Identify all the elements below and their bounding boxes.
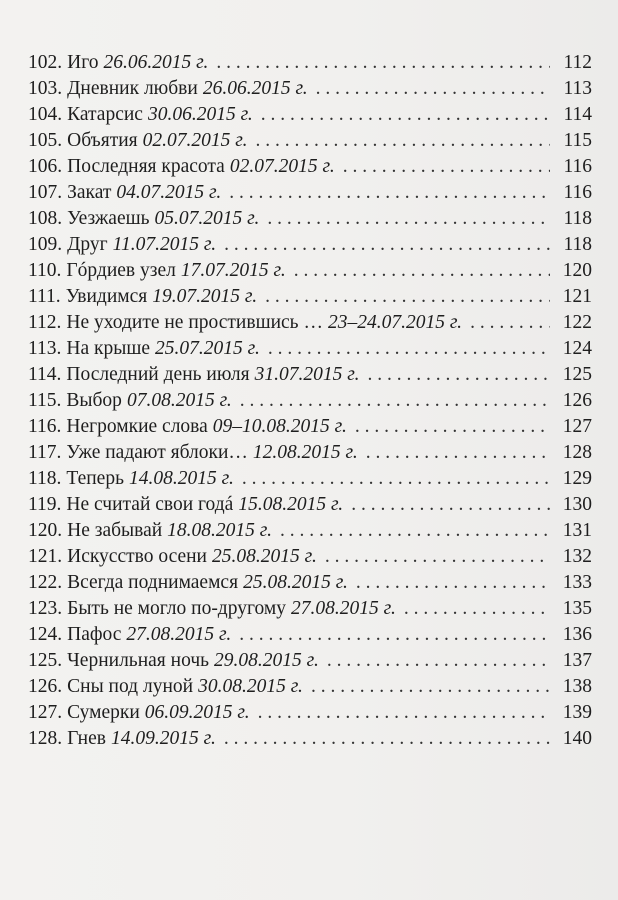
entry-number: 110.	[28, 260, 62, 281]
entry-title: Уже падают яблоки…	[66, 442, 248, 463]
toc-entry	[28, 102, 592, 128]
entry-page-number: 132	[562, 546, 592, 567]
entry-page-number: 118	[563, 234, 592, 255]
entry-number: 123.	[28, 598, 63, 619]
dot-leader	[239, 622, 550, 648]
entry-page-number: 135	[562, 598, 592, 619]
entry-number: 103.	[28, 78, 63, 99]
entry-number: 118.	[28, 468, 62, 489]
entry-title: Последняя красота	[67, 156, 225, 177]
entry-number: 112.	[28, 312, 62, 333]
entry-page-number: 116	[563, 182, 592, 203]
entry-title: Всегда поднимаемся	[67, 572, 239, 593]
toc-entry	[28, 76, 592, 102]
entry-date: 26.06.2015 г.	[103, 52, 209, 73]
toc-entry	[28, 726, 592, 752]
toc-entry	[28, 648, 592, 674]
entry-page-number: 133	[562, 572, 592, 593]
entry-number: 106.	[28, 156, 63, 177]
entry-title: Увидимся	[65, 286, 148, 307]
entry-page-number: 140	[562, 728, 592, 749]
toc-entry	[28, 440, 592, 466]
toc-entry	[28, 310, 592, 336]
entry-page-number: 129	[562, 468, 592, 489]
dot-leader	[311, 674, 550, 700]
toc-entry	[28, 154, 592, 180]
entry-number: 109.	[28, 234, 63, 255]
table-of-contents	[28, 50, 592, 752]
toc-entry	[28, 232, 592, 258]
entry-page-number: 139	[562, 702, 592, 723]
dot-leader	[325, 544, 550, 570]
toc-entry	[28, 388, 592, 414]
dot-leader	[242, 466, 550, 492]
entry-title: Закат	[67, 182, 112, 203]
entry-title: Объятия	[67, 130, 138, 151]
entry-date: 09–10.08.2015 г.	[212, 416, 347, 437]
entry-page-number: 118	[563, 208, 592, 229]
entry-date: 27.08.2015 г.	[290, 598, 396, 619]
entry-page-number: 131	[562, 520, 592, 541]
entry-title: Не забывай	[67, 520, 163, 541]
entry-title: Последний день июля	[66, 364, 250, 385]
entry-page-number: 114	[563, 104, 592, 125]
dot-leader	[351, 492, 550, 518]
dot-leader	[258, 700, 550, 726]
dot-leader	[224, 726, 550, 752]
entry-date: 04.07.2015 г.	[116, 182, 222, 203]
entry-page-number: 122	[562, 312, 592, 333]
entry-number: 114.	[28, 364, 62, 385]
toc-entry	[28, 700, 592, 726]
dot-leader	[343, 154, 550, 180]
entry-page-number: 127	[562, 416, 592, 437]
entry-title: Не уходите не простившись …	[66, 312, 323, 333]
dot-leader	[294, 258, 550, 284]
entry-number: 116.	[28, 416, 62, 437]
entry-page-number: 137	[562, 650, 592, 671]
entry-number: 126.	[28, 676, 63, 697]
entry-date: 26.06.2015 г.	[202, 78, 308, 99]
entry-date: 12.08.2015 г.	[252, 442, 358, 463]
entry-number: 104.	[28, 104, 63, 125]
entry-page-number: 113	[563, 78, 592, 99]
entry-page-number: 116	[563, 156, 592, 177]
entry-page-number: 130	[562, 494, 592, 515]
toc-entry	[28, 284, 592, 310]
entry-title: Негромкие слова	[66, 416, 208, 437]
entry-date: 25.08.2015 г.	[243, 572, 348, 593]
toc-entry	[28, 596, 592, 622]
dot-leader	[265, 284, 550, 310]
dot-leader	[261, 102, 550, 128]
entry-number: 115.	[28, 390, 62, 411]
entry-title: Уезжаешь	[67, 208, 150, 229]
dot-leader	[240, 388, 550, 414]
entry-page-number: 138	[562, 676, 592, 697]
dot-leader	[229, 180, 550, 206]
toc-entry	[28, 128, 592, 154]
toc-entry	[28, 414, 592, 440]
dot-leader	[366, 440, 550, 466]
entry-title: Сумерки	[67, 702, 140, 723]
entry-title: Гнев	[67, 728, 106, 749]
entry-title: Чернильная ночь	[67, 650, 210, 671]
entry-number: 121.	[28, 546, 63, 567]
toc-entry	[28, 492, 592, 518]
dot-leader	[404, 596, 550, 622]
entry-title: Друг	[67, 234, 108, 255]
entry-number: 111.	[28, 286, 61, 307]
toc-entry	[28, 518, 592, 544]
entry-number: 120.	[28, 520, 63, 541]
entry-page-number: 126	[562, 390, 592, 411]
entry-date: 17.07.2015 г.	[180, 260, 286, 281]
toc-entry	[28, 180, 592, 206]
entry-number: 125.	[28, 650, 63, 671]
entry-date: 18.08.2015 г.	[167, 520, 273, 541]
entry-date: 14.09.2015 г.	[110, 728, 216, 749]
dot-leader	[355, 414, 550, 440]
dot-leader	[216, 50, 550, 76]
entry-date: 31.07.2015 г.	[254, 364, 360, 385]
toc-entry	[28, 544, 592, 570]
entry-number: 108.	[28, 208, 63, 229]
entry-title: Катарсис	[67, 104, 143, 125]
entry-date: 25.07.2015 г.	[155, 338, 260, 359]
dot-leader	[267, 206, 550, 232]
dot-leader	[327, 648, 550, 674]
entry-date: 02.07.2015 г.	[142, 130, 248, 151]
entry-title: Быть не могло по-другому	[67, 598, 286, 619]
entry-title: На крыше	[66, 338, 151, 359]
entry-page-number: 112	[563, 52, 592, 73]
entry-page-number: 128	[562, 442, 592, 463]
entry-number: 128.	[28, 728, 63, 749]
toc-entry	[28, 336, 592, 362]
dot-leader	[268, 336, 550, 362]
entry-date: 30.06.2015 г.	[147, 104, 253, 125]
entry-title: Сны под луной	[67, 676, 194, 697]
entry-title: Иго	[67, 52, 99, 73]
toc-entry	[28, 258, 592, 284]
entry-date: 30.08.2015 г.	[198, 676, 303, 697]
dot-leader	[356, 570, 550, 596]
entry-date: 02.07.2015 г.	[229, 156, 335, 177]
entry-title: Дневник любви	[67, 78, 198, 99]
toc-entry	[28, 50, 592, 76]
entry-number: 102.	[28, 52, 63, 73]
entry-number: 127.	[28, 702, 63, 723]
dot-leader	[316, 76, 550, 102]
entry-date: 19.07.2015 г.	[152, 286, 258, 307]
dot-leader	[255, 128, 550, 154]
entry-page-number: 124	[562, 338, 592, 359]
entry-date: 27.08.2015 г.	[126, 624, 232, 645]
entry-date: 11.07.2015 г.	[112, 234, 217, 255]
entry-date: 23–24.07.2015 г.	[327, 312, 463, 333]
toc-entry	[28, 570, 592, 596]
entry-date: 15.08.2015 г.	[238, 494, 344, 515]
dot-leader	[224, 232, 550, 258]
entry-date: 29.08.2015 г.	[214, 650, 319, 671]
entry-title: Пафос	[67, 624, 122, 645]
entry-title: Искусство осени	[67, 546, 207, 567]
entry-page-number: 136	[562, 624, 592, 645]
entry-date: 06.09.2015 г.	[144, 702, 250, 723]
entry-number: 122.	[28, 572, 63, 593]
entry-date: 05.07.2015 г.	[154, 208, 260, 229]
entry-number: 105.	[28, 130, 63, 151]
entry-page-number: 125	[562, 364, 592, 385]
toc-entry	[28, 466, 592, 492]
entry-title: Гóрдиев узел	[66, 260, 176, 281]
entry-date: 25.08.2015 г.	[212, 546, 317, 567]
entry-number: 113.	[28, 338, 62, 359]
toc-entry	[28, 622, 592, 648]
toc-entry	[28, 674, 592, 700]
entry-title: Выбор	[66, 390, 122, 411]
dot-leader	[280, 518, 550, 544]
toc-entry	[28, 362, 592, 388]
entry-page-number: 121	[562, 286, 592, 307]
entry-title: Не считай свои годá	[66, 494, 234, 515]
entry-page-number: 120	[562, 260, 592, 281]
entry-date: 14.08.2015 г.	[128, 468, 234, 489]
entry-page-number: 115	[563, 130, 592, 151]
entry-number: 107.	[28, 182, 63, 203]
dot-leader	[367, 362, 550, 388]
dot-leader	[470, 310, 550, 336]
entry-number: 117.	[28, 442, 62, 463]
entry-date: 07.08.2015 г.	[126, 390, 232, 411]
entry-title: Теперь	[66, 468, 124, 489]
toc-entry	[28, 206, 592, 232]
entry-number: 124.	[28, 624, 63, 645]
entry-number: 119.	[28, 494, 62, 515]
